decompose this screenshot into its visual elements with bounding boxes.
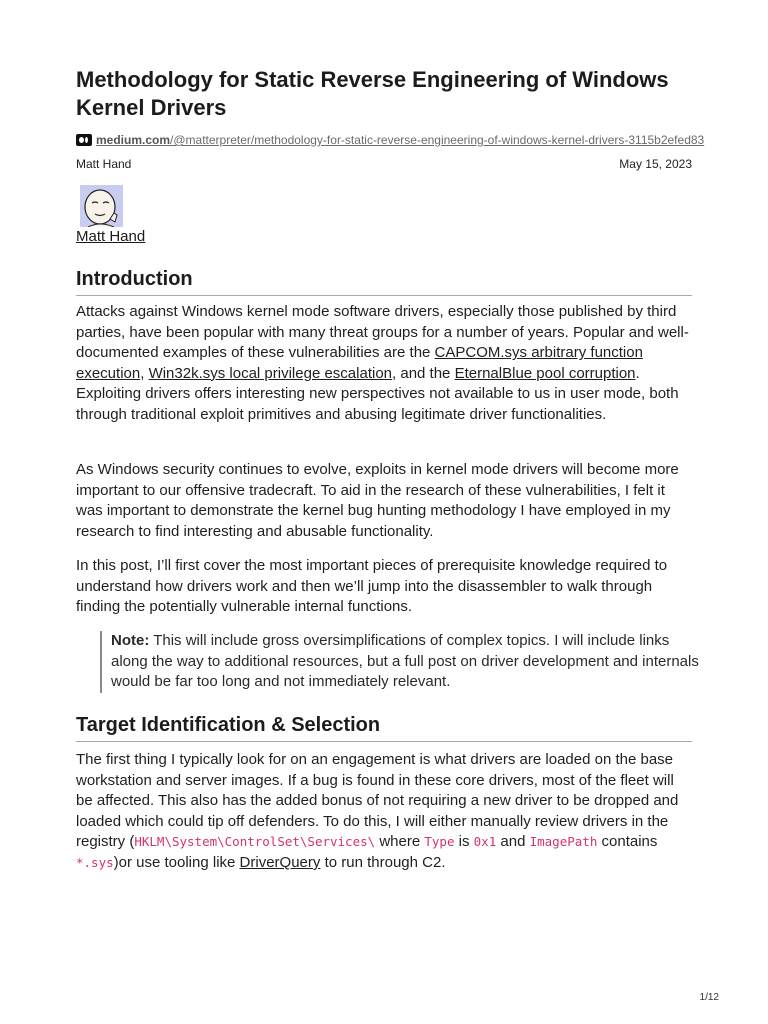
text-run: is: [454, 833, 474, 851]
note-text: This will include gross oversimplifications of complex topics. I will include links along the way to additional resources, but a full post on driver development and internals would be far too long and not immediately relevant.: [111, 632, 699, 691]
code-type: Type: [424, 834, 455, 850]
code-value: 0x1: [473, 834, 497, 850]
byline-date: May 15, 2023: [619, 157, 692, 171]
heading-target-identification: Target Identification & Selection: [76, 714, 381, 736]
text-run: )or use tooling like: [113, 853, 240, 871]
avatar: [80, 185, 123, 227]
text-run: where: [375, 833, 425, 851]
source-domain: medium.com: [96, 133, 171, 147]
intro-paragraph-2: As Windows security continues to evolve, exploits in kernel mode drivers will become more important to our offensive tradecraft. To aid in the research of these vulnerabilities, I felt it was important to demonstrate the kernel bug hunting methodology I have employed in my research to find interesting and abusable functionality.: [76, 461, 679, 540]
text-run: The first thing I typically look for on an engagement is what drivers are loaded on the base workstation and server images. If a bug is found in these core drivers, most of the fleet will be affected. This also has the added bonus of not requiring a new driver to be dropped and loaded which could tip off defenders. To do this, I will either manually review drivers in the registry (: [76, 751, 679, 851]
text-run: to run through C2.: [320, 853, 446, 871]
text-run: contains: [597, 833, 658, 851]
author-link[interactable]: Matt Hand: [76, 228, 146, 245]
heading-divider: [76, 741, 692, 742]
code-registry-path: HKLM\System\ControlSet\Services\: [134, 834, 376, 850]
note-blockquote: [100, 631, 703, 693]
intro-paragraph-1: [76, 302, 692, 426]
medium-logo-icon: [76, 134, 92, 146]
target-paragraph-1: [76, 750, 692, 874]
byline-author: Matt Hand: [76, 157, 132, 171]
byline: [76, 156, 692, 172]
note-label: Note:: [111, 632, 150, 649]
page-title: Methodology for Static Reverse Engineering of Windows Kernel Drivers: [76, 67, 669, 120]
eternalblue-link[interactable]: EternalBlue pool corruption: [454, 364, 636, 382]
code-sys-pattern: *.sys: [76, 854, 114, 870]
source-path: /@matterpreter/methodology-for-static-reverse-engineering-of-windows-kernel-drivers-3115b2efed83: [170, 133, 705, 147]
source-url: [76, 132, 716, 148]
text-run: . Exploiting drivers offers interesting new perspectives not available to us in user mode, both through traditional exploit primitives and abusing legitimate driver functionalities.: [76, 364, 679, 423]
intro-paragraph-3: In this post, I’ll first cover the most important pieces of prerequisite knowledge required to understand how drivers work and then we’ll jump into the disassembler to walk through finding the potentially vulnerable internal functions.: [76, 557, 668, 616]
code-imagepath: ImagePath: [529, 834, 598, 850]
text-run: and: [496, 833, 530, 851]
heading-divider: [76, 295, 692, 296]
text-run: , and the: [392, 364, 455, 382]
avatar-illustration: [80, 185, 123, 227]
heading-introduction: Introduction: [76, 268, 193, 290]
source-link[interactable]: [96, 132, 704, 148]
text-run: ,: [140, 364, 149, 382]
driverquery-link[interactable]: DriverQuery: [239, 853, 321, 871]
win32k-link[interactable]: Win32k.sys local privilege escalation: [148, 364, 393, 382]
capcom-link[interactable]: CAPCOM.sys arbitrary function execution: [76, 344, 643, 382]
page-number: 1/12: [699, 992, 719, 1003]
text-run: Attacks against Windows kernel mode software drivers, especially those published by third parties, have been popular with many threat groups for a number of years. Popular and well-documented examples of these vulnerabilities are the: [76, 303, 689, 362]
